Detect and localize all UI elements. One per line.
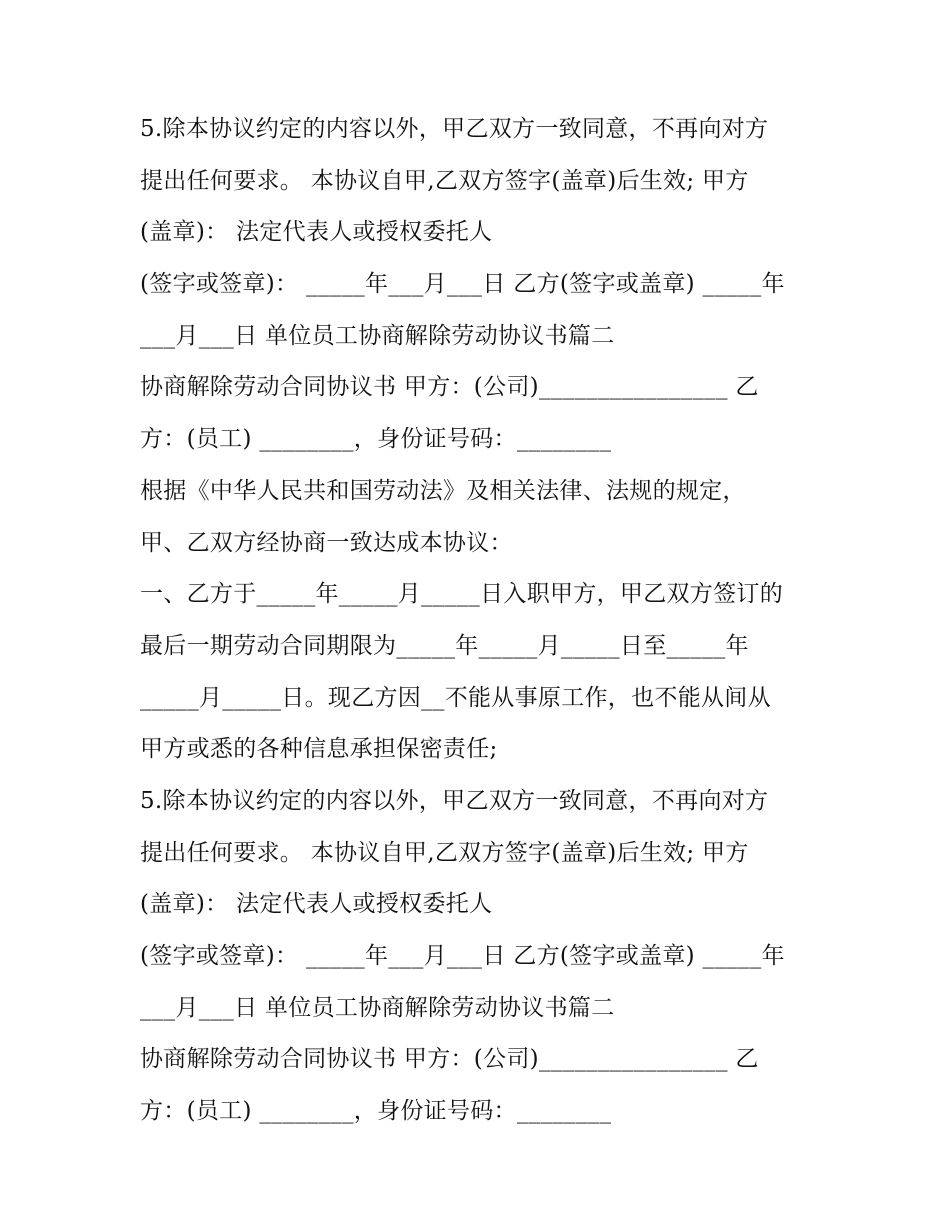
text-line: 提出任何要求。 本协议自甲,乙双方签字(盖章)后生效; 甲方 <box>140 839 749 866</box>
text-line: ___月___日 单位员工协商解除劳动协议书篇二 <box>140 994 615 1021</box>
text-line: ___月___日 单位员工协商解除劳动协议书篇二 <box>140 322 615 349</box>
text-line: 方：(员工) ________，身份证号码：________ <box>140 1098 612 1125</box>
text-line: (盖章)： 法定代表人或授权委托人 <box>140 891 493 918</box>
text-line: 根据《中华人民共和国劳动法》及相关法律、法规的规定， <box>140 477 746 504</box>
text-line: 提出任何要求。 本协议自甲,乙双方签字(盖章)后生效; 甲方 <box>140 167 749 194</box>
text-line: 协商解除劳动合同协议书 甲方：(公司)________________ 乙 <box>140 1046 759 1073</box>
text-line: _____月_____日。现乙方因__不能从事原工作，也不能从间从 <box>140 684 771 711</box>
text-line: (签字或签章)： _____年___月___日 乙方(签字或盖章) _____年 <box>140 943 785 969</box>
text-line: 5.除本协议约定的内容以外，甲乙双方一致同意，不再向对方 <box>140 787 769 814</box>
text-line: 协商解除劳动合同协议书 甲方：(公司)________________ 乙 <box>140 374 759 401</box>
text-line: 甲方或悉的各种信息承担保密责任; <box>140 736 498 763</box>
text-line: 一、乙方于_____年_____月_____日入职甲方，甲乙双方签订的 <box>140 581 783 608</box>
text-line: (盖章)： 法定代表人或授权委托人 <box>140 219 493 246</box>
text-line: 方：(员工) ________，身份证号码：________ <box>140 426 612 453</box>
document-body <box>140 104 820 1138</box>
text-line: 最后一期劳动合同期限为_____年_____月_____日至_____年 <box>140 632 749 659</box>
text-line: 5.除本协议约定的内容以外，甲乙双方一致同意，不再向对方 <box>140 116 769 142</box>
text-line: (签字或签章)： _____年___月___日 乙方(签字或盖章) _____年 <box>140 271 785 298</box>
text-line: 甲、乙双方经协商一致达成本协议： <box>140 529 513 556</box>
